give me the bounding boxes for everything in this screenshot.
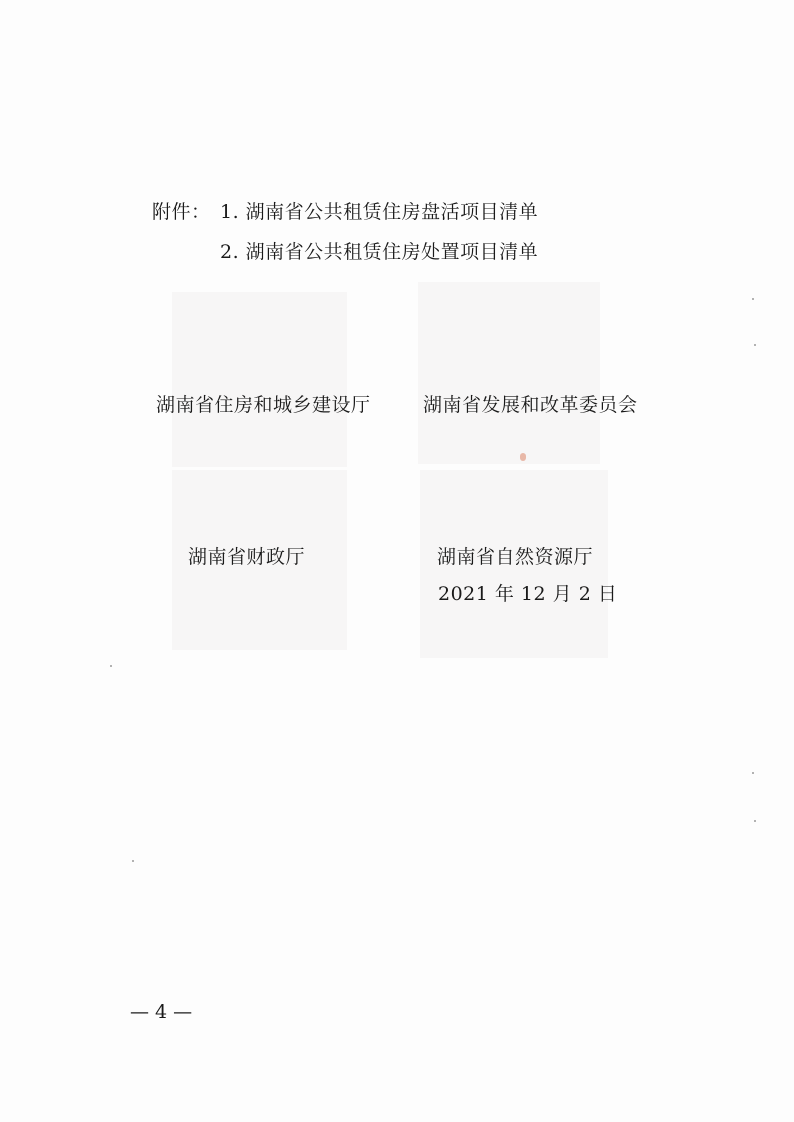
signatory-finance-department: 湖南省财政厅 bbox=[188, 546, 306, 568]
signatory-development-commission: 湖南省发展和改革委员会 bbox=[423, 394, 638, 416]
signatory-natural-resources-department: 湖南省自然资源厅 bbox=[437, 546, 594, 568]
scan-speck bbox=[132, 860, 134, 862]
scan-speck bbox=[754, 344, 756, 346]
scan-speck bbox=[754, 820, 756, 822]
issue-date: 2021 年 12 月 2 日 bbox=[438, 583, 618, 605]
official-seal bbox=[418, 282, 600, 464]
scan-speck bbox=[520, 453, 526, 461]
attachment-item: 1. 湖南省公共租赁住房盘活项目清单 bbox=[220, 201, 539, 223]
scan-speck bbox=[110, 665, 112, 667]
attachment-item: 2. 湖南省公共租赁住房处置项目清单 bbox=[220, 241, 539, 263]
page-number: — 4 — bbox=[130, 1001, 193, 1023]
official-seal bbox=[172, 292, 347, 467]
scan-speck bbox=[752, 772, 754, 774]
scan-speck bbox=[752, 298, 754, 300]
attachment-label: 附件： bbox=[152, 201, 211, 223]
signatory-housing-department: 湖南省住房和城乡建设厅 bbox=[156, 394, 371, 416]
